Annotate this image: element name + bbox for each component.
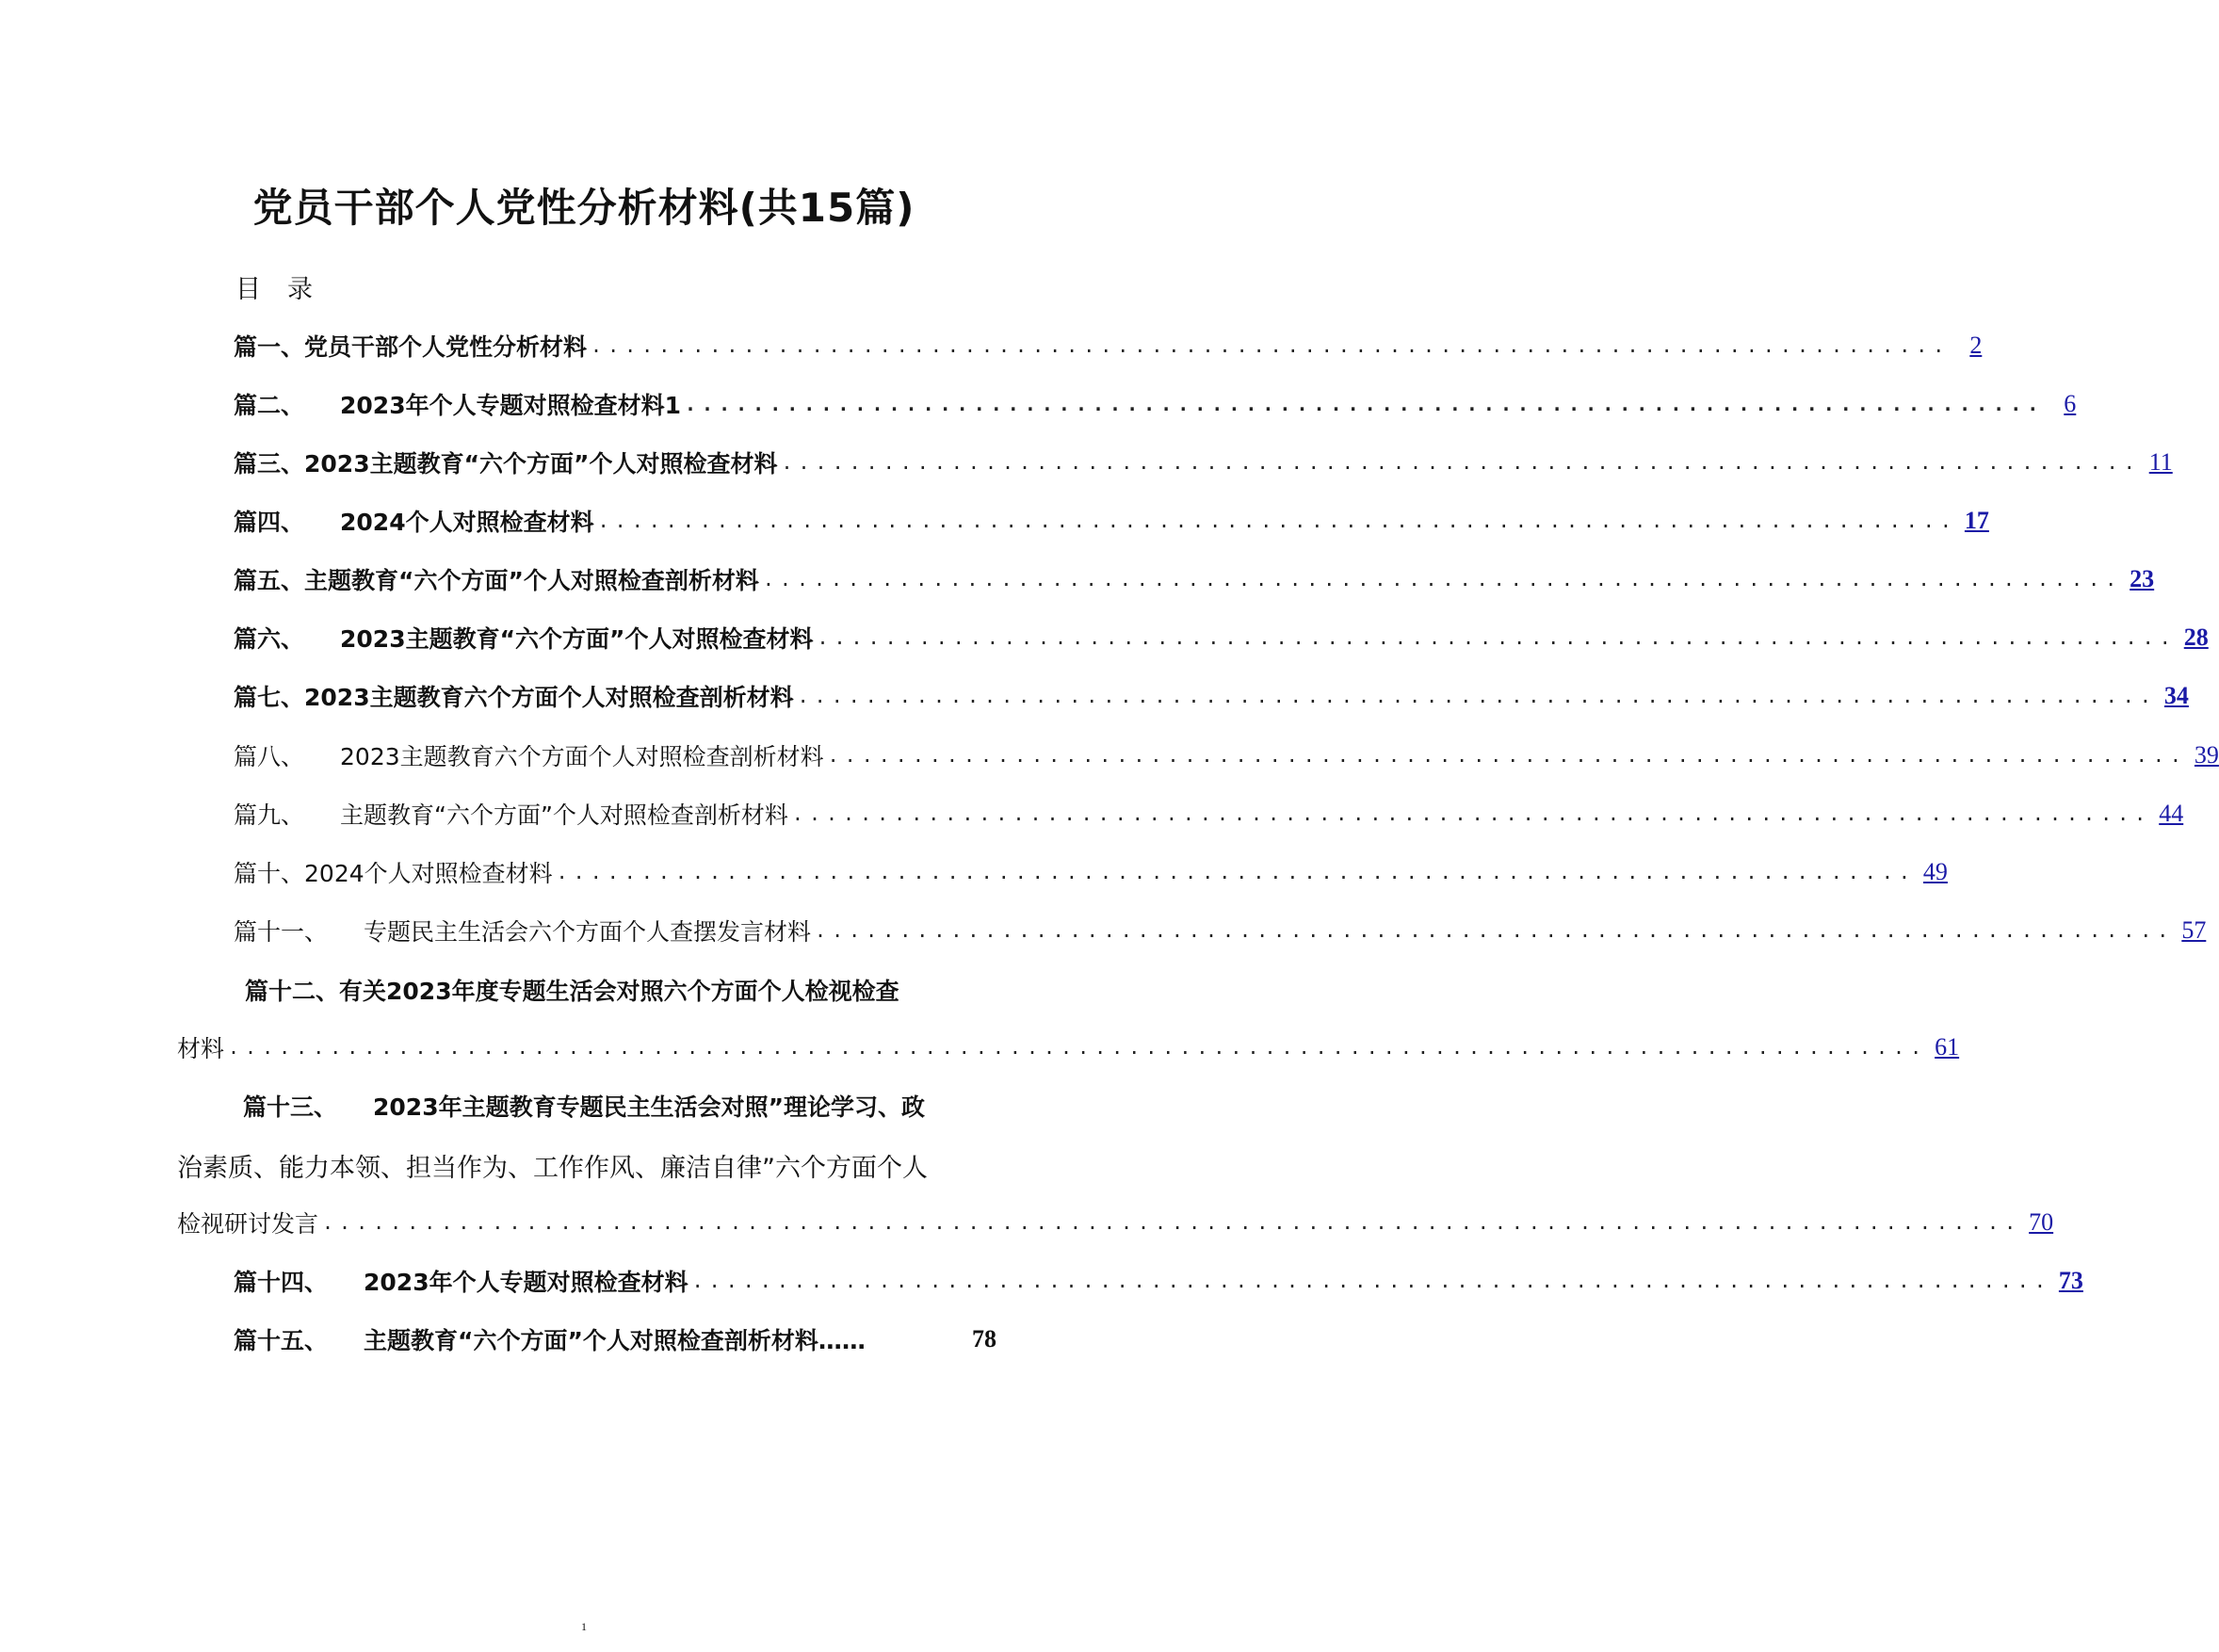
- toc-entry-label: [234, 797, 788, 831]
- toc-entry-label: [234, 504, 594, 538]
- toc-entry-5[interactable]: [234, 559, 2155, 600]
- toc-page-link[interactable]: 34: [2163, 682, 2189, 709]
- toc-page-link[interactable]: 6: [2064, 390, 2077, 417]
- toc-entry-text: 2023主题教育“六个方面”个人对照检查材料: [304, 450, 778, 478]
- toc-page-link[interactable]: 39: [2194, 741, 2219, 769]
- page-number-footer: 1: [581, 1620, 587, 1633]
- toc-entry-4[interactable]: [234, 500, 1989, 542]
- toc-entry-prefix: 篇十二、: [245, 978, 340, 1005]
- dot-leader: ................................................................................: [781, 451, 2141, 474]
- toc-entry-10[interactable]: [234, 851, 1948, 893]
- toc-entry-text: 2023年主题教育专题民主生活会对照”理论学习、政: [373, 1093, 926, 1121]
- toc-entry-15[interactable]: [234, 1319, 996, 1360]
- toc-entry-label: [234, 329, 587, 363]
- toc-entry-1[interactable]: [234, 325, 1983, 366]
- toc-entry-prefix: 篇十一、: [234, 918, 329, 946]
- toc-entry-prefix: 篇三、: [234, 450, 305, 478]
- toc-entry-prefix: 篇七、: [234, 684, 305, 711]
- toc-page-link[interactable]: 11: [2148, 448, 2173, 476]
- document-title: 党员干部个人党性分析材料(共15篇): [252, 185, 915, 231]
- toc-entry-12[interactable]: [177, 1027, 1960, 1068]
- dot-leader: ....................................................................................................: [322, 1211, 2022, 1234]
- toc-entry-3[interactable]: [234, 442, 2173, 483]
- toc-heading-char-2: 录: [287, 275, 313, 304]
- toc-entry-prefix: 篇四、: [234, 509, 305, 536]
- toc-page-number: 78: [972, 1325, 996, 1352]
- toc-entry-text: 2024个人对照检查材料: [304, 860, 553, 887]
- toc-page-link[interactable]: 17: [1964, 507, 1989, 534]
- toc-entry-label: [234, 679, 794, 713]
- toc-entry-label: [234, 387, 681, 421]
- dot-leader: ................................................................................: [791, 802, 2152, 825]
- toc-entry-11[interactable]: [234, 910, 2207, 951]
- toc-entry-prefix: 篇十五、: [234, 1327, 329, 1354]
- toc-entry-prefix: 篇一、: [234, 333, 305, 361]
- toc-entry-7[interactable]: [234, 675, 2189, 717]
- toc-entry-label: [234, 855, 553, 889]
- dot-leader: ................................................................................: [817, 626, 2177, 649]
- dot-leader: ................................................................................: [591, 334, 1951, 357]
- toc-entry-prefix: 篇六、: [234, 625, 305, 653]
- dot-leader: ................................................................................: [691, 1270, 2051, 1292]
- toc-entry-text: 主题教育“六个方面”个人对照检查剖析材料: [304, 567, 759, 594]
- dot-leader: ................................................................................: [556, 861, 1916, 883]
- toc-entry-text: 2023主题教育“六个方面”个人对照检查材料: [340, 625, 814, 653]
- toc-heading-char-1: 目: [235, 275, 261, 304]
- toc-entry-prefix: 篇八、: [234, 743, 305, 770]
- ellipsis-leader: ……: [818, 1327, 866, 1354]
- toc-entry-14[interactable]: [234, 1260, 2083, 1302]
- toc-entry-6[interactable]: [234, 617, 2209, 658]
- toc-page-link[interactable]: 23: [2130, 565, 2155, 592]
- toc-entry-label: [234, 621, 813, 655]
- toc-entry-prefix: 篇十、: [234, 860, 305, 887]
- toc-entry-text: 2023年个人专题对照检查材料: [364, 1269, 688, 1296]
- dot-leader: ................................................................................: [762, 568, 2123, 591]
- toc-entry-prefix: 篇九、: [234, 802, 305, 829]
- toc-entry-8[interactable]: [234, 735, 2219, 776]
- toc-page-link[interactable]: 57: [2181, 916, 2207, 944]
- toc-entry-text: 党员干部个人党性分析材料: [304, 333, 588, 361]
- toc-heading: [235, 268, 313, 305]
- toc-page-link[interactable]: 44: [2159, 800, 2184, 827]
- toc-entry-text: 2023年个人专题对照检查材料1: [340, 392, 681, 419]
- toc-entry-label: [234, 445, 777, 479]
- dot-leader: ................................................................................: [685, 393, 2045, 415]
- toc-entry-text: 2023主题教育六个方面个人对照检查剖析材料: [304, 684, 794, 711]
- toc-entry-prefix: 篇十四、: [234, 1269, 329, 1296]
- toc-page-link[interactable]: 49: [1922, 858, 1948, 885]
- toc-entry-label: [234, 562, 759, 596]
- toc-page-link[interactable]: 73: [2058, 1267, 2083, 1294]
- toc-page-link[interactable]: 61: [1935, 1033, 1960, 1061]
- toc-entry-label: 检视研讨发言: [177, 1210, 319, 1238]
- toc-entry-text: 2024个人对照检查材料: [340, 509, 594, 536]
- toc-entry-prefix: 篇五、: [234, 567, 305, 594]
- toc-page-link[interactable]: 2: [1969, 332, 1983, 359]
- dot-leader: ................................................................................: [797, 685, 2157, 707]
- toc-page-link[interactable]: 28: [2183, 624, 2209, 651]
- dot-leader: ................................................................................: [815, 919, 2175, 942]
- toc-entry-13-line1[interactable]: [243, 1089, 925, 1123]
- toc-entry-prefix: 篇十三、: [243, 1093, 338, 1121]
- toc-entry-12-line1[interactable]: [245, 973, 899, 1007]
- toc-page-link[interactable]: 70: [2029, 1208, 2054, 1236]
- toc-entry-text: 有关2023年度专题生活会对照六个方面个人检视检查: [339, 978, 899, 1005]
- dot-leader: ....................................................................................................: [228, 1036, 1928, 1059]
- toc-entry-13-line2: 治素质、能力本领、担当作为、工作作风、廉洁自律”六个方面个人: [177, 1154, 928, 1183]
- toc-entry-label: 材料: [177, 1035, 225, 1062]
- toc-entry-2[interactable]: [234, 383, 2077, 425]
- toc-entry-prefix: 篇二、: [234, 392, 305, 419]
- dot-leader: ................................................................................: [597, 510, 1957, 532]
- toc-entry-label: [234, 1322, 866, 1356]
- toc-entry-text: 2023主题教育六个方面个人对照检查剖析材料: [340, 743, 824, 770]
- toc-entry-text: 专题民主生活会六个方面个人查摆发言材料: [364, 918, 812, 946]
- toc-entry-text: 主题教育“六个方面”个人对照检查剖析材料: [340, 802, 788, 829]
- toc-entry-13[interactable]: [177, 1202, 2054, 1243]
- toc-entry-label: [234, 914, 811, 947]
- toc-entry-9[interactable]: [234, 793, 2184, 834]
- dot-leader: ................................................................................: [827, 744, 2187, 767]
- toc-entry-label: [234, 1264, 688, 1298]
- toc-entry-text: 主题教育“六个方面”个人对照检查剖析材料: [364, 1327, 818, 1354]
- toc-entry-label: [234, 738, 824, 772]
